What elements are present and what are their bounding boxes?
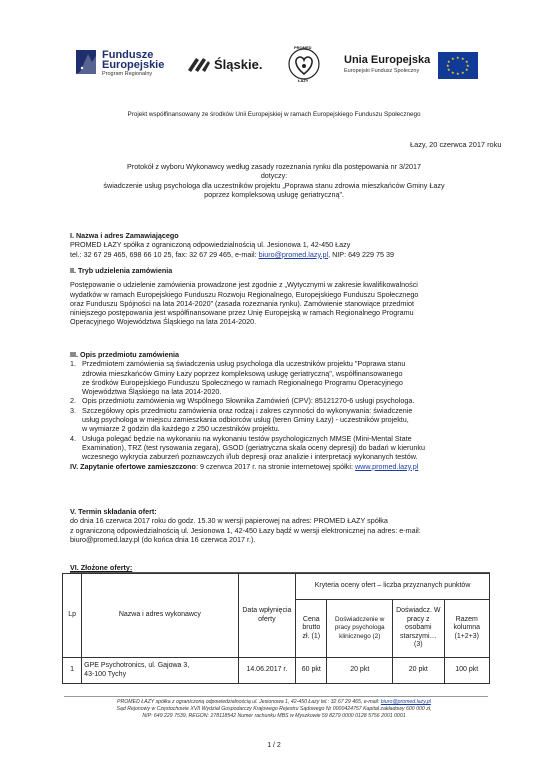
item-line: Szczegółowy opis przedmiotu zamówienia oraz rodzaj i zakres czynności do wykonywania: świadczenie: [82, 405, 413, 415]
item-line: wczesnego wykrycia zaburzeń poznawczych i/lub depresji oraz analizie i interpretacji wykonanych testów.: [82, 452, 418, 462]
section-3-heading: III. Opis przedmiotu zamówienia: [70, 350, 180, 359]
section-3-item-1: [70, 359, 490, 396]
website-link[interactable]: www.promed.lazy.pl: [354, 461, 419, 471]
section-2-line: Operacyjnego Województwa Śląskiego na lata 2014-2020.: [70, 317, 257, 327]
deadline-line: z ograniczoną odpowiedzialnością ul. Jesionowa 1, 42-450 Łazy bądź w wersji elektronicznej na adres: e-mail:: [70, 525, 421, 535]
section-4-text: : 9 czerwca 2017 r. na stronie internetowej spółki:: [195, 461, 355, 471]
footer-company: PROMED ŁAZY spółka z ograniczoną odpowiedzialnością ul. Jesionowa 1, 42-450 Łazy tel.: 32 67 29 465, e-mail:: [117, 699, 381, 705]
section-4-heading: IV. Zapytanie ofertowe zamieszczono: [70, 461, 196, 471]
th-name: Nazwa i adres wykonawcy: [82, 574, 238, 658]
ue-logo: [340, 52, 480, 80]
section-2-line: Postępowanie o udzielenie zamówienia prowadzone jest zgodnie z „Wytycznymi w zakresie kwalifikowalności: [70, 280, 418, 290]
th-criteria: Kryteria oceny ofert – liczba przyznanych punktów: [296, 574, 490, 600]
item-line: Województwa Śląskiego na lata 2014-2020.: [82, 387, 222, 397]
section-6-heading: VI. Złożone oferty:: [70, 563, 133, 572]
promed-bottom-text: ŁAZY: [298, 78, 309, 83]
section-2-text: [70, 280, 490, 326]
section-5: [70, 507, 490, 544]
th-experience-elderly: Doświadcz. W pracy z osobami starszymi… (3): [393, 600, 444, 658]
cell-exp-clinical: 20 pkt: [327, 658, 393, 684]
cell-price: 60 pkt: [296, 658, 327, 684]
offers-table: [62, 573, 490, 684]
table-row: [63, 658, 490, 684]
promed-top-text: PROMED: [294, 45, 312, 50]
project-note: Projekt współfinansowany ze środków Unii Europejskiej w ramach Europejskiego Funduszu Społecznego: [127, 111, 421, 118]
item-line: Przedmiotem zamówienia są świadczenia usług psychologa dla uczestników projektu "Poprawa stanu: [82, 359, 406, 369]
footer-line-3: NIP: 649 229 7539, REGON: 278118542 Numer rachunku MBS w Myszkowie 59 8279 0000 0128 5756 2001 0001: [142, 713, 406, 719]
item-line: zdrowia mieszkańców Gminy Łazy poprzez kompleksową usługę geriatryczną", współfinansowanego: [82, 368, 403, 378]
orderer-contact: [70, 250, 490, 259]
footer-divider: [64, 696, 488, 697]
slaskie-logo: [186, 54, 276, 76]
contractor-name: GPE Psychotronics, ul. Gajowa 3,: [84, 661, 190, 669]
section-2-line: oraz Funduszu Spójności na lata 2014-2020” (zasada rozeznania rynku). Zamówienie stanowiące przedmiot: [70, 298, 414, 308]
item-line: Examination), TRZ (test rysowania zegara), GSOD (geriatryczna skala oceny depresji) do badań w kierunku: [82, 442, 426, 452]
item-number: 3.: [70, 405, 76, 415]
th-experience-clinical: Doświadczenie w pracy psychologa klinicznego (2): [327, 600, 393, 658]
footer-line-1: [40, 699, 508, 706]
cell-total: 100 pkt: [444, 658, 489, 684]
promed-logo: [284, 44, 324, 84]
cell-lp: 1: [63, 658, 82, 684]
section-3: [70, 350, 490, 471]
section-2-line: niniejszego postępowania jest współfinansowane przez Unię Europejską w ramach Regionalnego Programu: [70, 308, 414, 318]
section-1-heading: I. Nazwa i adres Zamawiającego: [70, 231, 179, 240]
section-5-heading: V. Termin składania ofert:: [70, 507, 157, 516]
fe-title-1: Fundusze: [102, 49, 154, 61]
item-line: usług psychologa w miejscu zamieszkania odbiorców usług (teren Gminy Łazy) - uczestników projektu,: [82, 415, 409, 425]
title-line-2: dotyczy:: [260, 171, 288, 181]
section-2-line: wydatków w ramach Europejskiego Funduszu Rozwoju Regionalnego, Europejskiego Funduszu Społecznego: [70, 289, 419, 299]
cell-exp-elderly: 20 pkt: [393, 658, 444, 684]
footer-line-2: Sąd Rejonowy w Częstochowie XVII Wydział Gospodarczy Krajowego Rejestru Sądowego Nr 0000424757 Kapitał zakładowy 600 000 zł,: [116, 706, 432, 712]
fe-subtitle: Program Regionalny: [102, 71, 153, 77]
eu-flag-icon: ★ ★ ★ ★ ★ ★ ★ ★ ★ ★ ★ ★: [438, 52, 478, 79]
slaskie-text: Śląskie.: [214, 57, 263, 72]
section-1: [70, 231, 490, 259]
document-title: [40, 162, 508, 199]
section-4: [70, 462, 490, 471]
orderer-email-link[interactable]: biuro@promed.lazy.pl: [258, 249, 329, 259]
item-line: w wymiarze 2 godzin dla każdego z 250 uczestników projektu.: [82, 424, 280, 434]
orderer-address: PROMED ŁAZY spółka z ograniczoną odpowiedzialnością ul. Jesionowa 1, 42-450 Łazy: [70, 240, 351, 250]
nip-text: , NIP: 649 229 75 39: [328, 249, 395, 259]
item-line: ze środków Europejskiego Funduszu Społecznego w ramach Regionalnego Programu Operacyjnego: [82, 377, 403, 387]
item-number: 4.: [70, 433, 76, 443]
ue-subtitle: Europejski Fundusz Społeczny: [344, 68, 420, 74]
title-line-3: świadczenie usług psychologa dla uczestników projektu „Poprawa stanu zdrowia mieszkańców Gminy Łazy: [103, 180, 445, 190]
th-date: Data wpłynięcia oferty: [238, 574, 296, 658]
section-3-item-2: [70, 396, 490, 405]
slaskie-icon: [186, 54, 212, 74]
item-line: Opis przedmiotu zamówienia wg Wspólnego Słownika Zamówień (CPV): 85121270-6 usługi psychologa.: [82, 396, 415, 406]
th-total: Razem kolumna (1+2+3): [444, 600, 489, 658]
cell-date: 14.06.2017 r.: [238, 658, 296, 684]
table-header-row: [63, 574, 490, 600]
section-3-item-4: [70, 434, 490, 462]
fe-logo: [76, 48, 166, 78]
cell-name: [82, 658, 238, 684]
item-number: 2.: [70, 396, 76, 406]
section-2: [70, 266, 490, 327]
fe-logo-icon: [76, 48, 100, 76]
footer: [40, 699, 508, 720]
section-2-heading: II. Tryb udzielenia zamówienia: [70, 266, 173, 275]
footer-email-link[interactable]: biuro@promed.lazy.pl: [380, 699, 431, 705]
date-line: Łazy, 20 czerwca 2017 roku: [410, 140, 502, 149]
deadline-line: do dnia 16 czerwca 2017 roku do godz. 15.30 w wersji papierowej na adres: PROMED ŁAZY spółka: [70, 516, 388, 526]
th-price: Cena brutto zł. (1): [296, 600, 327, 658]
contractor-address: 43-100 Tychy: [84, 670, 127, 678]
th-lp: Lp: [63, 574, 82, 658]
title-line-4: poprzez kompleksową usługę geriatryczną”.: [204, 189, 344, 199]
section-3-item-3: [70, 406, 490, 434]
contact-text: tel.: 32 67 29 465, 698 66 10 25, fax: 32 67 29 465, e-mail:: [70, 249, 259, 259]
ue-title: Unia Europejska: [344, 54, 431, 66]
title-line-1: Protokół z wyboru Wykonawcy według zasady rozeznania rynku dla postępowania nr 3/2017: [127, 162, 421, 171]
item-line: Usługa polegać będzie na wykonaniu na wykonaniu testów psychologicznych MMSE (Mini-Mental State: [82, 433, 412, 443]
page-number: 1 / 2: [267, 742, 281, 749]
deadline-line: biuro@promed.lazy.pl (do końca dnia 16 czerwca 2017 r.).: [70, 534, 256, 544]
item-number: 1.: [70, 359, 76, 369]
fe-title-2: Europejskie: [102, 59, 165, 71]
